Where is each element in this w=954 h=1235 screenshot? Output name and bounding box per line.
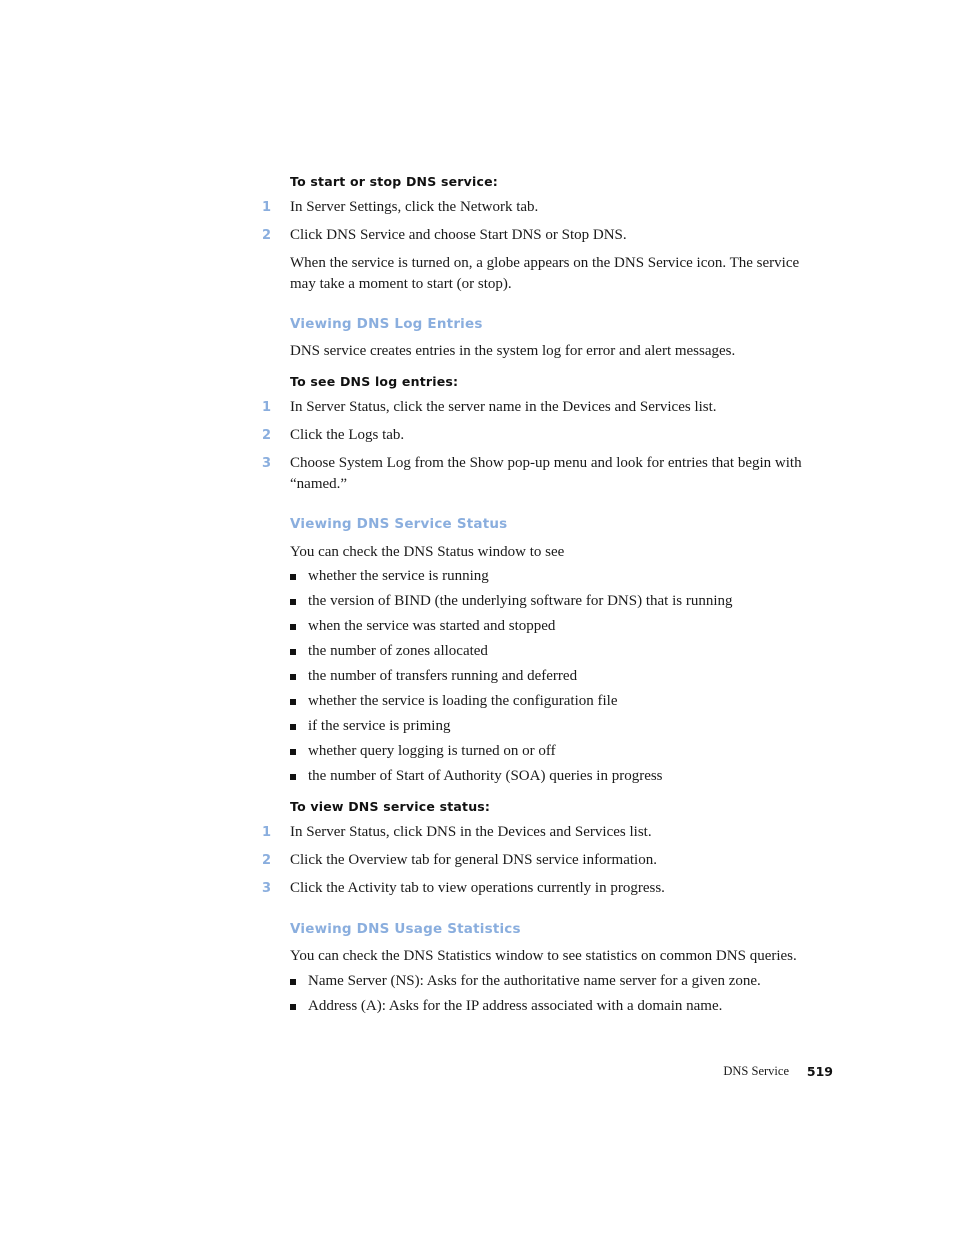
section-heading-service-status: Viewing DNS Service Status xyxy=(290,516,508,532)
step-text: Click the Overview tab for general DNS service information. xyxy=(290,852,657,868)
step-number: 1 xyxy=(262,825,272,840)
list-item: whether the service is running xyxy=(308,568,489,584)
task-heading-start-stop: To start or stop DNS service: xyxy=(290,174,498,189)
bullet-square-icon xyxy=(290,674,296,680)
bullet-square-icon xyxy=(290,599,296,605)
status-intro-paragraph: You can check the DNS Status window to see xyxy=(290,544,565,560)
bullet-square-icon xyxy=(290,574,296,580)
list-item: whether the service is loading the configuration file xyxy=(308,693,618,709)
step-text: In Server Status, click DNS in the Devices and Services list. xyxy=(290,824,652,840)
bullet-square-icon xyxy=(290,1004,296,1010)
step-number: 1 xyxy=(262,400,272,415)
footer-section-name: DNS Service xyxy=(723,1064,789,1078)
bullet-square-icon xyxy=(290,979,296,985)
list-item: if the service is priming xyxy=(308,718,451,734)
page-number: 519 xyxy=(806,1064,833,1079)
step-number: 2 xyxy=(262,428,272,443)
list-item: the number of zones allocated xyxy=(308,643,488,659)
bullet-square-icon xyxy=(290,774,296,780)
section-heading-usage-statistics: Viewing DNS Usage Statistics xyxy=(290,921,521,937)
list-item: the number of Start of Authority (SOA) queries in progress xyxy=(308,768,663,784)
task-heading-view-status: To view DNS service status: xyxy=(290,799,491,814)
step-number: 2 xyxy=(262,228,272,243)
step-number: 1 xyxy=(262,200,272,215)
bullet-square-icon xyxy=(290,649,296,655)
list-item: the version of BIND (the underlying software for DNS) that is running xyxy=(308,593,733,609)
log-intro-paragraph: DNS service creates entries in the system log for error and alert messages. xyxy=(290,343,736,359)
step-number: 3 xyxy=(262,881,272,896)
bullet-square-icon xyxy=(290,699,296,705)
bullet-square-icon xyxy=(290,749,296,755)
usage-intro-paragraph: You can check the DNS Statistics window to see statistics on common DNS queries. xyxy=(290,948,797,964)
list-item: Name Server (NS): Asks for the authoritative name server for a given zone. xyxy=(308,973,761,989)
step-text: Click DNS Service and choose Start DNS or Stop DNS. xyxy=(290,227,627,243)
list-item: when the service was started and stopped xyxy=(308,618,556,634)
step-text: Choose System Log from the Show pop-up menu and look for entries that begin with “named.” xyxy=(290,455,802,492)
step-text: Click the Logs tab. xyxy=(290,427,405,443)
list-item: Address (A): Asks for the IP address associated with a domain name. xyxy=(308,998,723,1014)
step-text: In Server Status, click the server name in the Devices and Services list. xyxy=(290,399,717,415)
task-heading-see-log: To see DNS log entries: xyxy=(290,374,459,389)
service-note-paragraph: When the service is turned on, a globe appears on the DNS Service icon. The service may take a moment to start (or stop). xyxy=(290,255,800,292)
step-number: 3 xyxy=(262,456,272,471)
list-item: the number of transfers running and deferred xyxy=(308,668,578,684)
bullet-square-icon xyxy=(290,724,296,730)
step-text: In Server Settings, click the Network tab. xyxy=(290,199,539,215)
step-text: Click the Activity tab to view operations currently in progress. xyxy=(290,880,665,896)
step-number: 2 xyxy=(262,853,272,868)
list-item: whether query logging is turned on or off xyxy=(308,743,556,759)
section-heading-log-entries: Viewing DNS Log Entries xyxy=(290,316,483,332)
bullet-square-icon xyxy=(290,624,296,630)
